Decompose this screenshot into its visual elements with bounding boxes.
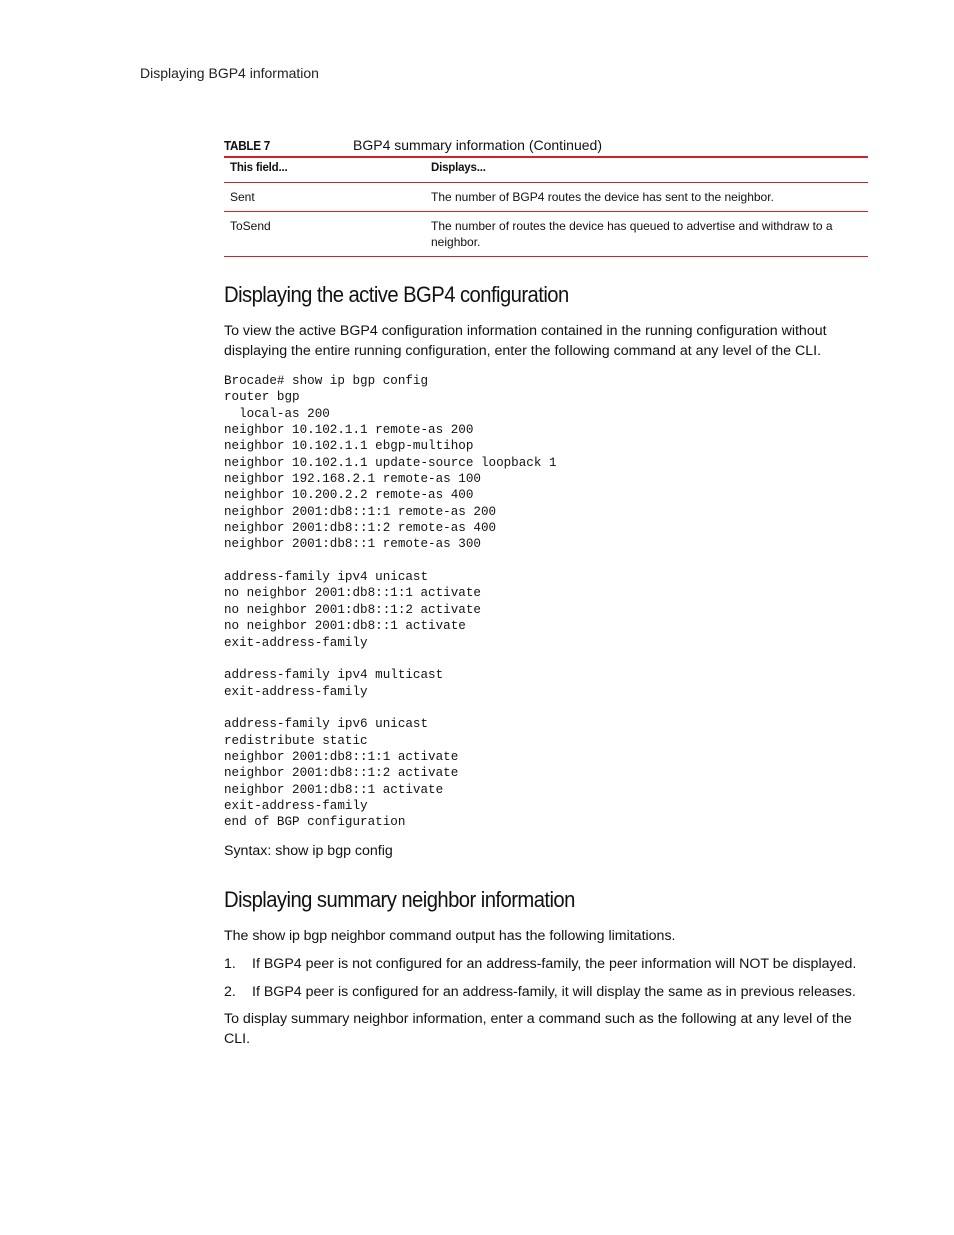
table-caption bbox=[224, 134, 868, 156]
table-header-row bbox=[224, 157, 868, 183]
list-item-number: 1. bbox=[224, 956, 236, 973]
list-item bbox=[224, 983, 868, 1003]
field-cell: ToSend bbox=[224, 212, 425, 257]
list-item-text: If BGP4 peer is not configured for an address-family, the peer information will NOT be displayed. bbox=[252, 956, 857, 973]
active-config-intro: To view the active BGP4 configuration information contained in the running configuration without displaying the entire running configuration, enter the following command at any level of the CLI. bbox=[224, 323, 827, 359]
page-body bbox=[224, 134, 868, 1049]
summary-neighbor-intro bbox=[224, 927, 868, 947]
description-cell: The number of routes the device has queued to advertise and withdraw to a neighbor. bbox=[425, 212, 868, 257]
intro-suffix: command output has the following limitations. bbox=[385, 927, 676, 944]
config-code-block: Brocade# show ip bgp config router bgp local-as 200 neighbor 10.102.1.1 remote-as 200 neighbor 10.102.1.1 ebgp-multihop neighbor 10.102.1.1 update-source loopback 1 neighbor 192.168.2.1 remote-as 100 neighbor 10.200.2.2 remote-as 400 neighbor 2001:db8::1:1 remote-as 200 neighbor 2001:db8::1:2 remote-as 400 neighbor 2001:db8::1 remote-as 300 address-family ipv4 unicast no neighbor 2001:db8::1:1 activate no neighbor 2001:db8::1:2 activate no neighbor 2001:db8::1 activate exit-address-family address-family ipv4 multicast exit-address-family address-family ipv6 unicast redistribute static neighbor 2001:db8::1:1 activate neighbor 2001:db8::1:2 activate neighbor 2001:db8::1 activate exit-address-family end of BGP configuration bbox=[224, 374, 557, 830]
description-cell: The number of BGP4 routes the device has sent to the neighbor. bbox=[431, 190, 774, 204]
field-cell: Sent bbox=[230, 190, 255, 204]
intro-command: show ip bgp neighbor bbox=[252, 927, 386, 944]
limitations-list bbox=[224, 955, 868, 1002]
section-heading-active-config: Displaying the active BGP4 configuration bbox=[224, 282, 569, 307]
intro-prefix: The bbox=[224, 927, 253, 944]
list-item-number: 2. bbox=[224, 983, 236, 1000]
table-row bbox=[224, 183, 868, 212]
summary-neighbor-closing: To display summary neighbor information, enter a command such as the following at any level of the CLI. bbox=[224, 1011, 852, 1047]
column-header-field: This field... bbox=[224, 157, 425, 183]
list-item bbox=[224, 955, 868, 975]
bgp4-summary-table bbox=[224, 156, 868, 257]
running-header: Displaying BGP4 information bbox=[140, 65, 319, 81]
table-title: BGP4 summary information (Continued) bbox=[353, 137, 602, 153]
table-row bbox=[224, 212, 868, 257]
list-item-text: If BGP4 peer is configured for an address-family, it will display the same as in previous releases. bbox=[252, 983, 856, 1000]
section-heading-summary-neighbor: Displaying summary neighbor information bbox=[224, 886, 575, 912]
column-header-displays: Displays... bbox=[425, 157, 868, 183]
syntax-line: Syntax: show ip bgp config bbox=[224, 842, 393, 859]
table-number: TABLE 7 bbox=[224, 137, 270, 153]
